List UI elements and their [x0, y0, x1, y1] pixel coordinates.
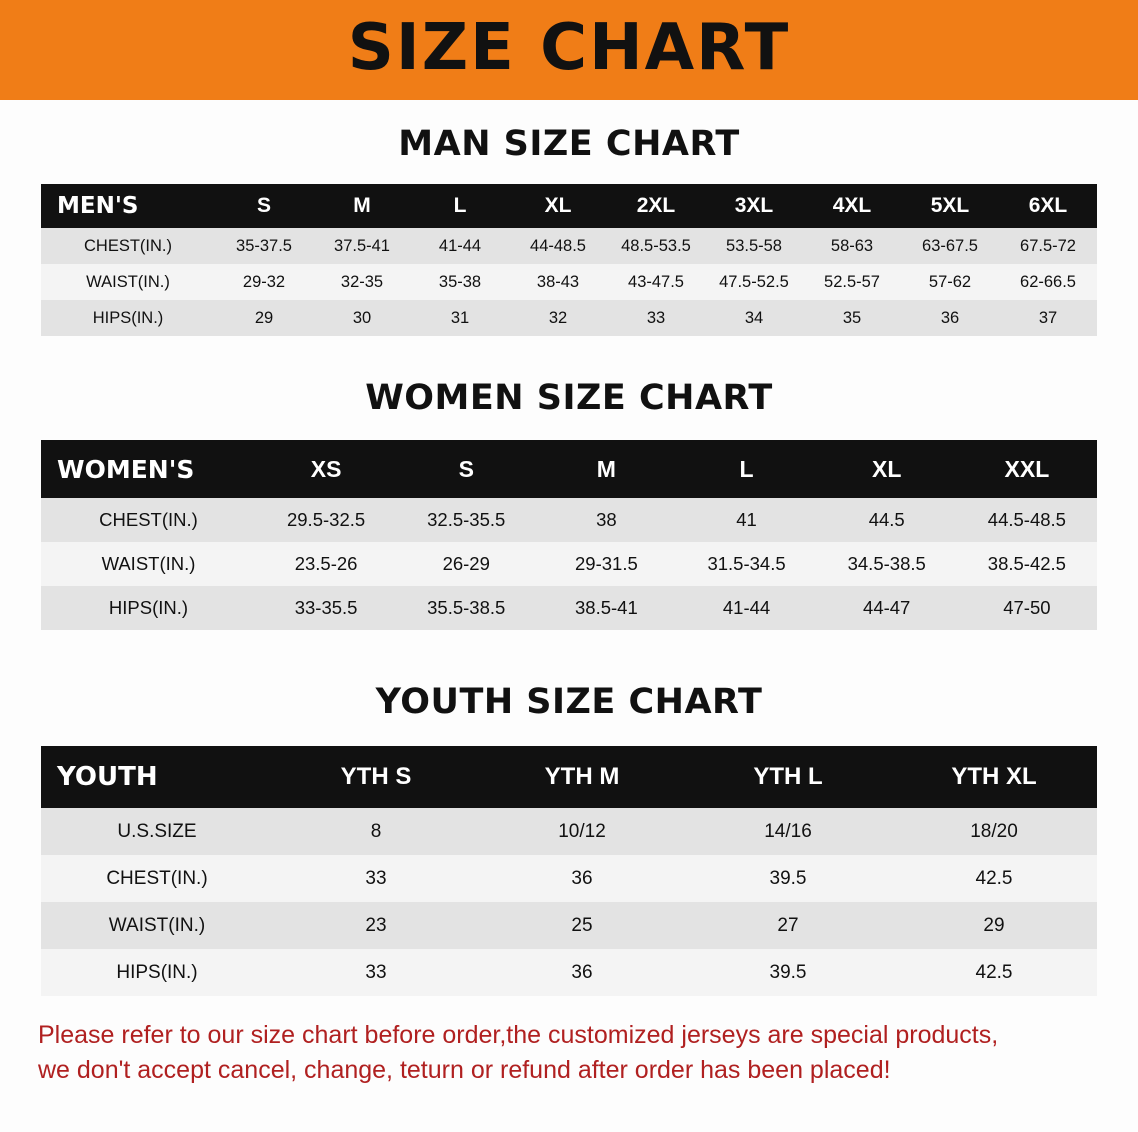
page-title: SIZE CHART — [347, 11, 791, 85]
youth-column-header: YTH L — [753, 763, 823, 790]
youth-cell: 39.5 — [769, 961, 807, 983]
men-cell: 29 — [254, 308, 274, 327]
women-cell: 44-47 — [863, 597, 911, 618]
youth-row-label: CHEST(IN.) — [106, 867, 208, 889]
women-cell: 32.5-35.5 — [427, 509, 506, 530]
women-cell: 34.5-38.5 — [847, 553, 926, 574]
women-table-body — [41, 498, 1097, 630]
men-column-header: 3XL — [734, 194, 774, 217]
men-cell: 53.5-58 — [726, 236, 782, 255]
youth-table-row — [41, 808, 1097, 855]
men-cell: 37.5-41 — [334, 236, 390, 255]
youth-table-row — [41, 855, 1097, 902]
youth-cell: 33 — [365, 961, 387, 983]
women-size-table — [41, 440, 1097, 630]
women-cell: 35.5-38.5 — [427, 597, 506, 618]
women-table-head — [41, 440, 1097, 498]
youth-table-head — [41, 746, 1097, 808]
men-column-header: 5XL — [930, 194, 970, 217]
men-column-header: S — [256, 194, 271, 217]
men-cell: 38-43 — [536, 272, 580, 291]
women-cell: 44.5 — [868, 509, 905, 530]
men-cell: 41-44 — [438, 236, 482, 255]
youth-cell: 39.5 — [769, 867, 807, 889]
men-column-header: L — [453, 194, 467, 217]
men-row-label: CHEST(IN.) — [84, 236, 172, 255]
youth-cell: 36 — [571, 867, 593, 889]
youth-column-header: YTH XL — [951, 763, 1037, 790]
men-column-header: 2XL — [636, 194, 676, 217]
youth-header-row — [41, 746, 1097, 808]
youth-table-row — [41, 949, 1097, 996]
men-column-header: XL — [544, 194, 572, 217]
women-section-title: WOMEN SIZE CHART — [365, 378, 773, 418]
women-column-header: XS — [310, 455, 342, 482]
youth-size-table — [41, 746, 1097, 996]
men-table-head — [41, 184, 1097, 228]
youth-row-label: HIPS(IN.) — [116, 961, 198, 983]
youth-cell: 27 — [777, 914, 799, 936]
men-table-row — [41, 228, 1097, 264]
youth-cell: 33 — [365, 867, 387, 889]
women-cell: 33-35.5 — [294, 597, 358, 618]
women-row-label: HIPS(IN.) — [108, 597, 189, 618]
youth-table-wrapper — [41, 746, 1097, 996]
banner — [0, 0, 1138, 100]
men-cell: 31 — [450, 308, 470, 327]
men-cell: 48.5-53.5 — [621, 236, 691, 255]
youth-cell: 25 — [571, 914, 593, 936]
women-table-row — [41, 498, 1097, 542]
women-column-header: L — [739, 455, 754, 482]
women-column-header: XL — [872, 455, 902, 482]
men-cell: 32-35 — [340, 272, 384, 291]
women-corner-label: WOMEN'S — [57, 454, 195, 484]
men-cell: 52.5-57 — [824, 272, 880, 291]
men-cell: 47.5-52.5 — [719, 272, 789, 291]
women-table-wrapper — [41, 440, 1097, 630]
men-corner-label: MEN'S — [57, 193, 139, 219]
men-column-header: M — [353, 194, 371, 217]
men-cell: 62-66.5 — [1020, 272, 1076, 291]
youth-cell: 18/20 — [970, 820, 1018, 842]
men-cell: 35 — [842, 308, 862, 327]
men-cell: 33 — [646, 308, 666, 327]
youth-cell: 36 — [571, 961, 593, 983]
men-table-body — [41, 228, 1097, 336]
men-cell: 67.5-72 — [1020, 236, 1076, 255]
men-cell: 35-38 — [438, 272, 482, 291]
youth-cell: 29 — [983, 914, 1005, 936]
women-row-label: CHEST(IN.) — [99, 509, 198, 530]
men-cell: 63-67.5 — [922, 236, 978, 255]
men-column-header: 4XL — [832, 194, 872, 217]
men-table-row — [41, 300, 1097, 336]
women-column-header: XXL — [1004, 455, 1050, 482]
youth-cell: 10/12 — [558, 820, 606, 842]
men-header-row — [41, 184, 1097, 228]
men-column-header: 6XL — [1028, 194, 1068, 217]
men-cell: 44-48.5 — [530, 236, 586, 255]
youth-row-label: U.S.SIZE — [117, 820, 197, 842]
women-column-header: S — [458, 455, 474, 482]
men-row-label: HIPS(IN.) — [92, 308, 164, 327]
youth-cell: 23 — [365, 914, 387, 936]
men-cell: 43-47.5 — [628, 272, 684, 291]
women-cell: 26-29 — [442, 553, 490, 574]
women-cell: 29.5-32.5 — [286, 509, 366, 530]
youth-row-label: WAIST(IN.) — [108, 914, 206, 936]
women-cell: 29-31.5 — [575, 553, 638, 574]
men-cell: 37 — [1038, 308, 1058, 327]
men-cell: 34 — [744, 308, 764, 327]
youth-cell: 42.5 — [975, 961, 1013, 983]
women-header-row — [41, 440, 1097, 498]
women-cell: 41 — [736, 509, 757, 530]
men-cell: 32 — [548, 308, 568, 327]
women-cell: 38.5-41 — [575, 597, 638, 618]
youth-cell: 8 — [370, 820, 382, 842]
men-row-label: WAIST(IN.) — [86, 272, 170, 291]
note-line-1: Please refer to our size chart before order,the customized jerseys are special products, — [38, 1021, 999, 1049]
men-cell: 57-62 — [928, 272, 972, 291]
women-cell: 41-44 — [722, 597, 771, 618]
note-line-2: we don't accept cancel, change, teturn or refund after order has been placed! — [38, 1055, 891, 1084]
men-table-row — [41, 264, 1097, 300]
women-cell: 23.5-26 — [294, 553, 358, 574]
youth-table-row — [41, 902, 1097, 949]
women-cell: 47-50 — [1003, 597, 1051, 618]
youth-column-header: YTH M — [544, 763, 620, 790]
youth-corner-label: YOUTH — [57, 762, 158, 792]
man-section-title: MAN SIZE CHART — [398, 124, 740, 164]
women-cell: 38.5-42.5 — [987, 553, 1066, 574]
youth-column-header: YTH S — [340, 763, 412, 790]
women-table-row — [41, 586, 1097, 630]
women-cell: 44.5-48.5 — [987, 509, 1066, 530]
youth-cell: 42.5 — [975, 867, 1013, 889]
women-cell: 31.5-34.5 — [707, 553, 786, 574]
men-cell: 35-37.5 — [236, 236, 292, 255]
women-table-row — [41, 542, 1097, 586]
order-policy-note — [38, 1018, 1100, 1087]
men-size-table — [41, 184, 1097, 336]
women-column-header: M — [596, 455, 616, 482]
men-cell: 58-63 — [830, 236, 874, 255]
youth-table-body — [41, 808, 1097, 996]
man-table-wrapper — [41, 184, 1097, 336]
men-cell: 29-32 — [242, 272, 286, 291]
men-cell: 36 — [940, 308, 960, 327]
men-cell: 30 — [352, 308, 372, 327]
women-row-label: WAIST(IN.) — [101, 553, 196, 574]
youth-section-title: YOUTH SIZE CHART — [375, 682, 763, 722]
youth-cell: 14/16 — [764, 820, 812, 842]
women-cell: 38 — [596, 509, 617, 530]
